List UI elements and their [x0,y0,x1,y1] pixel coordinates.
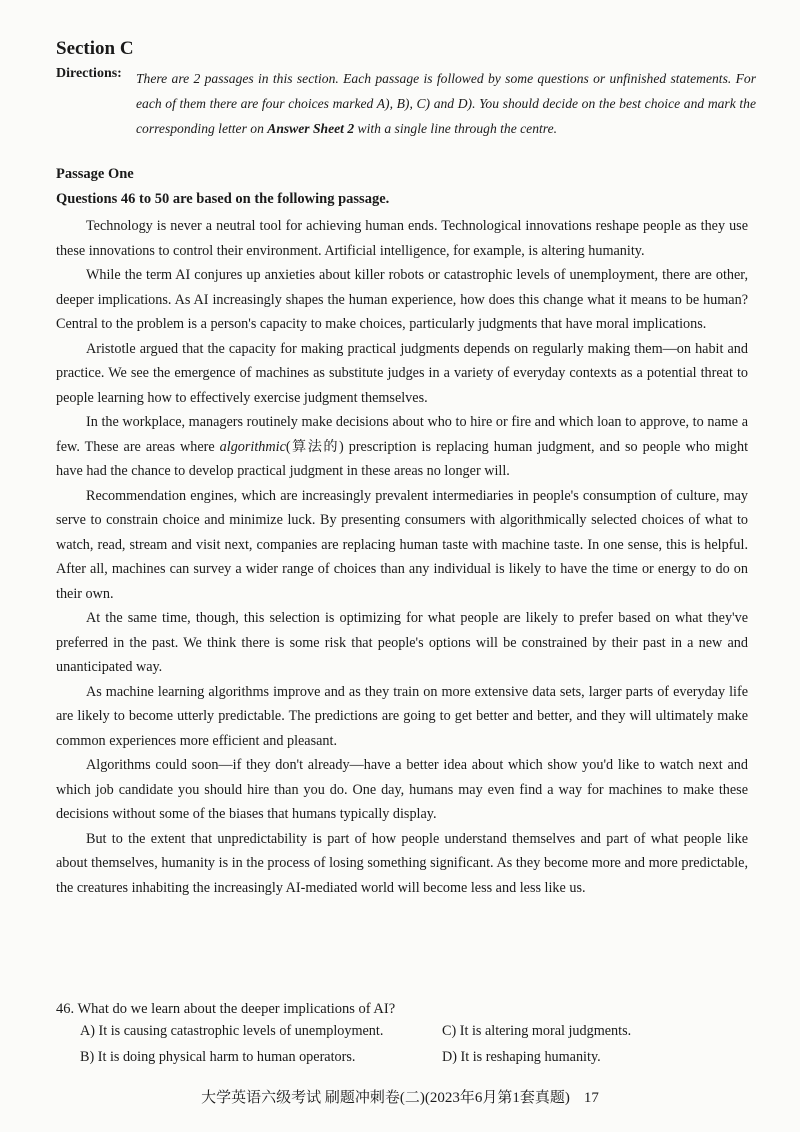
option-b: B) It is doing physical harm to human operators. [80,1049,356,1065]
paragraph: Algorithms could soon—if they don't already—have a better idea about which show you'd like to watch next and which job candidate you should hire than you do. One day, humans may even find a way for machines to make these decisions without some of the biases that humans typically display. [56,757,748,822]
paragraph: While the term AI conjures up anxieties about killer robots or catastrophic levels of unemployment, there are other, deeper implications. As AI increasingly shapes the human experience, how does this change what it means to be human? Central to the problem is a person's capacity to make choices, particularly judgments that have moral implications. [56,267,748,332]
page-footer [0,1086,800,1107]
glossed-term: algorithmic [219,438,286,455]
option-c: C) It is altering moral judgments. [442,1023,632,1039]
page-number: 17 [583,1090,599,1106]
paragraph-text: prescription is replacing human judgment, and so people who might have had the chance to develop practical judgment in these areas no longer will. [56,438,749,479]
passage-body [56,214,748,900]
passage-title: Passage One [56,166,134,182]
paragraph: Recommendation engines, which are increasingly prevalent intermediaries in people's consumption of culture, may serve to constrain choice and minimize luck. By presenting consumers with algorithmically selected choices of what to watch, read, stream and visit next, companies are replacing human taste with machine taste. In one sense, this is helpful. After all, machines can survey a wider range of choices than any individual is likely to have the time or energy to do on their own. [56,487,748,602]
directions-label: Directions: [56,66,122,81]
paragraph: Aristotle argued that the capacity for making practical judgments depends on regularly making them—on habit and practice. We see the emergence of machines as substitute judges in a variety of everyday contexts as a potential threat to people learning how to effectively exercise judgment themselves. [56,340,748,406]
questions-intro: Questions 46 to 50 are based on the following passage. [56,191,390,207]
paragraph: Technology is never a neutral tool for achieving human ends. Technological innovations reshape people as they use these innovations to control their environment. Artificial intelligence, for example, is altering humanity. [56,218,748,259]
paragraph: At the same time, though, this selection is optimizing for what people are likely to prefer based on what they've preferred in the past. We think there is some risk that people's options will be constrained by their past in a new and unanticipated way. [56,610,748,675]
option-d: D) It is reshaping humanity. [442,1049,601,1065]
gloss-translation: (算法的) [285,438,344,455]
answer-options [56,1021,748,1077]
question-46 [56,997,748,1077]
answer-sheet-label: Answer Sheet 2 [267,121,355,136]
directions-text [136,66,756,141]
directions-text-part1: There are 2 passages in this section. Each passage is followed by some questions or unfinished statements. For each of them there are four choices marked A), B), C) and D). You should decide on the best choice and mark the corresponding letter on [136,71,756,136]
section-title: Section C [56,38,134,59]
paragraph: As machine learning algorithms improve and as they train on more extensive data sets, larger parts of everyday life are likely to become utterly predictable. The predictions are going to get better and better, and they will ultimately make common experiences more efficient and pleasant. [56,683,748,749]
directions-text-part2: with a single line through the centre. [354,121,558,136]
question-stem: 46. What do we learn about the deeper implications of AI? [56,1001,396,1017]
paragraph [56,410,748,484]
paragraph-text: In the workplace, managers routinely make decisions about who to hire or fire and which loan to approve, to name a few. These are areas where [56,414,748,455]
footer-title: 大学英语六级考试 刷题冲刺卷(二)(2023年6月第1套真题) [201,1090,570,1106]
paragraph: But to the extent that unpredictability is part of how people understand themselves and part of what people like about themselves, humanity is in the process of losing something significant. As they become more and more predictable, the creatures inhabiting the increasingly AI-mediated world will become less and less like us. [56,830,748,896]
option-a: A) It is causing catastrophic levels of unemployment. [80,1023,384,1039]
